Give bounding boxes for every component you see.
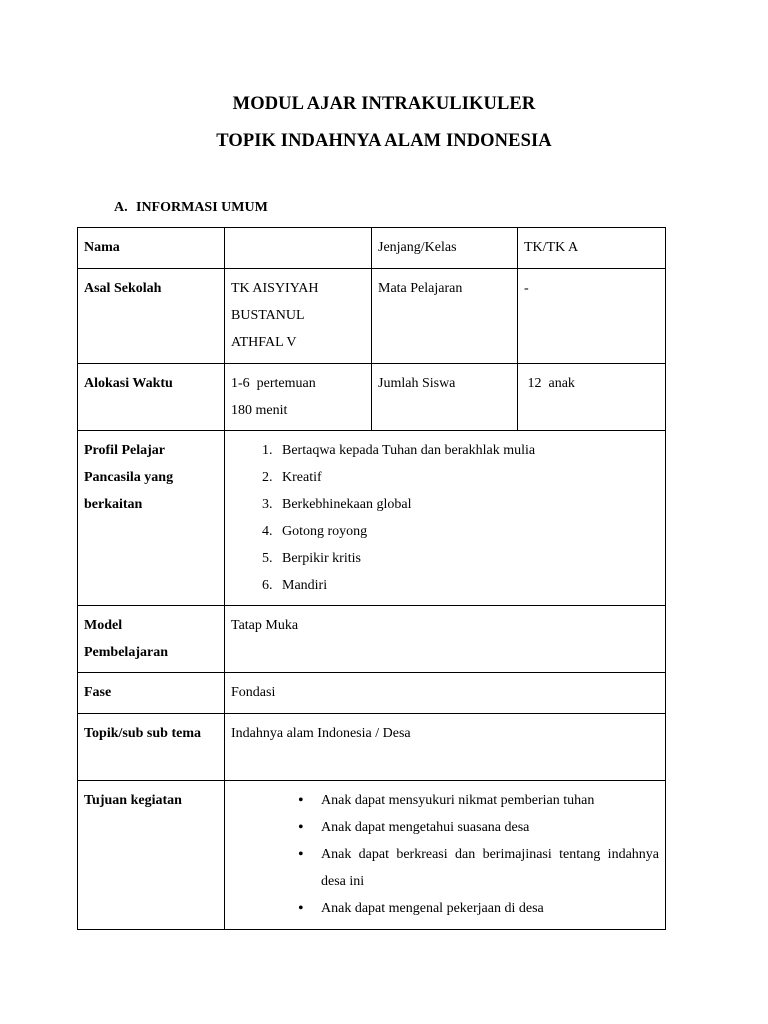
list-item: 1. Bertaqwa kepada Tuhan dan berakhlak mulia [276, 437, 659, 464]
alokasi-line: 180 menit [231, 403, 288, 418]
list-item: • Anak dapat mensyukuri nikmat pemberian tuhan [321, 787, 659, 814]
table-row [78, 364, 666, 431]
mapel-label: Mata Pelajaran [372, 269, 518, 364]
tujuan-list [231, 787, 659, 922]
table-row [78, 431, 666, 606]
profil-label-line: berkaitan [84, 497, 143, 512]
topik-label: Topik/sub sub tema [78, 714, 225, 781]
info-table [77, 227, 666, 930]
profil-label-line: Profil Pelajar [84, 443, 165, 458]
section-letter: A. [114, 200, 128, 215]
section-heading [114, 200, 268, 216]
list-item: 2. Kreatif [276, 464, 659, 491]
model-label-line: Pembelajaran [84, 645, 168, 660]
jenjang-label: Jenjang/Kelas [372, 228, 518, 269]
profil-label [78, 431, 225, 606]
fase-value: Fondasi [225, 673, 666, 714]
tujuan-label: Tujuan kegiatan [78, 781, 225, 930]
document-title: MODUL AJAR INTRAKULIKULER [232, 94, 536, 114]
model-label-line: Model [84, 618, 123, 633]
list-item: 5. Berpikir kritis [276, 545, 659, 572]
model-label [78, 606, 225, 673]
table-row [78, 714, 666, 781]
asal-value [225, 269, 372, 364]
list-item: • Anak dapat mengetahui suasana desa [321, 814, 659, 841]
list-item: 4. Gotong royong [276, 518, 659, 545]
list-item: 3. Berkebhinekaan global [276, 491, 659, 518]
section-label: INFORMASI UMUM [136, 200, 268, 215]
table-row [78, 673, 666, 714]
topik-value: Indahnya alam Indonesia / Desa [225, 714, 666, 781]
alokasi-line: 1-6 pertemuan [231, 376, 316, 391]
document-subtitle: TOPIK INDAHNYA ALAM INDONESIA [216, 131, 552, 151]
profil-list [231, 437, 659, 599]
list-item: • Anak dapat mengenal pekerjaan di desa [321, 895, 659, 922]
nama-label: Nama [78, 228, 225, 269]
jenjang-value: TK/TK A [518, 228, 666, 269]
asal-line: TK AISYIYAH [231, 281, 319, 296]
alokasi-value [225, 364, 372, 431]
asal-label: Asal Sekolah [78, 269, 225, 364]
mapel-value: - [518, 269, 666, 364]
nama-value [225, 228, 372, 269]
asal-line: BUSTANUL [231, 308, 305, 323]
model-value: Tatap Muka [225, 606, 666, 673]
table-row [78, 228, 666, 269]
tujuan-value [225, 781, 666, 930]
fase-label: Fase [78, 673, 225, 714]
profil-label-line: Pancasila yang [84, 470, 174, 485]
alokasi-label: Alokasi Waktu [78, 364, 225, 431]
table-row [78, 269, 666, 364]
table-row [78, 606, 666, 673]
siswa-value: 12 anak [518, 364, 666, 431]
table-row [78, 781, 666, 930]
asal-line: ATHFAL V [231, 335, 297, 350]
profil-value [225, 431, 666, 606]
list-item: 6. Mandiri [276, 572, 659, 599]
siswa-label: Jumlah Siswa [372, 364, 518, 431]
list-item: • Anak dapat berkreasi dan berimajinasi tentang indahnya desa ini [321, 841, 659, 895]
